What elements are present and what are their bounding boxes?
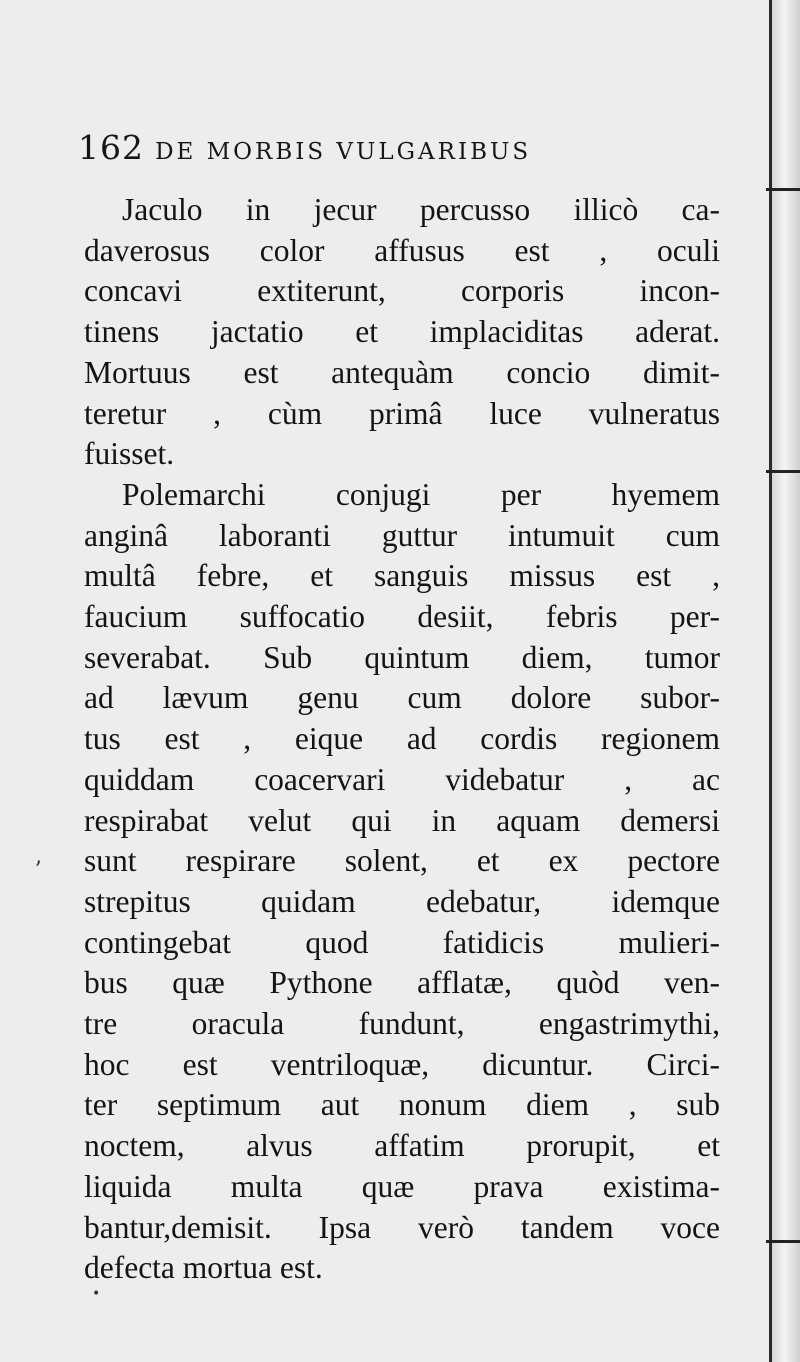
text-line: concavi extiterunt, corporis incon- [84, 273, 720, 309]
text-line: defecta mortua est. [84, 1250, 323, 1286]
body-text [84, 190, 720, 1289]
text-line: Mortuus est antequàm concio dimit- [84, 354, 720, 390]
running-title: DE MORBIS VULGARIBUS [155, 139, 532, 165]
edge-mark [766, 188, 800, 191]
page-number: 162 [78, 128, 144, 167]
text-line: daverosus color affusus est , oculi [84, 232, 720, 268]
text-line: hoc est ventriloquæ, dicuntur. Circi- [84, 1046, 720, 1082]
text-line: tinens jactatio et implaciditas aderat. [84, 314, 720, 350]
edge-mark [766, 1240, 800, 1243]
text-line: respirabat velut qui in aquam demersi [84, 802, 720, 838]
text-line: contingebat quod fatidicis mulieri- [84, 924, 720, 960]
text-line: tre oracula fundunt, engastrimythi, [84, 1006, 720, 1042]
edge-mark [766, 470, 800, 473]
text-line: bus quæ Pythone afflatæ, quòd ven- [84, 965, 720, 1001]
ink-speck: ʼ [34, 858, 41, 883]
text-line: strepitus quidam edebatur, idemque [84, 883, 720, 919]
text-line: multâ febre, et sanguis missus est , [84, 558, 720, 594]
text-line: severabat. Sub quintum diem, tumor [84, 639, 720, 675]
text-line: noctem, alvus affatim prorupit, et [84, 1128, 720, 1164]
text-line: sunt respirare solent, et ex pectore [84, 843, 720, 879]
ink-speck: • [92, 1286, 101, 1302]
text-line: ad lævum genu cum dolore subor- [84, 680, 720, 716]
text-line: bantur,demisit. Ipsa verò tandem voce [84, 1209, 720, 1245]
text-line: quiddam coacervari videbatur , ac [84, 761, 720, 797]
text-line: fuisset. [84, 436, 175, 472]
text-line: liquida multa quæ prava existima- [84, 1168, 720, 1204]
text-line: Jaculo in jecur percusso illicò ca- [122, 192, 720, 227]
text-line: ter septimum aut nonum diem , sub [84, 1087, 720, 1123]
running-head [78, 128, 728, 167]
text-line: Polemarchi conjugi per hyemem [122, 476, 720, 512]
text-line: faucium suffocatio desiit, febris per- [84, 599, 720, 635]
text-line: teretur , cùm primâ luce vulneratus [84, 395, 720, 431]
text-line: tus est , eique ad cordis regionem [84, 721, 720, 757]
text-line: anginâ laboranti guttur intumuit cum [84, 517, 720, 553]
page-edge-shadow [769, 0, 800, 1362]
